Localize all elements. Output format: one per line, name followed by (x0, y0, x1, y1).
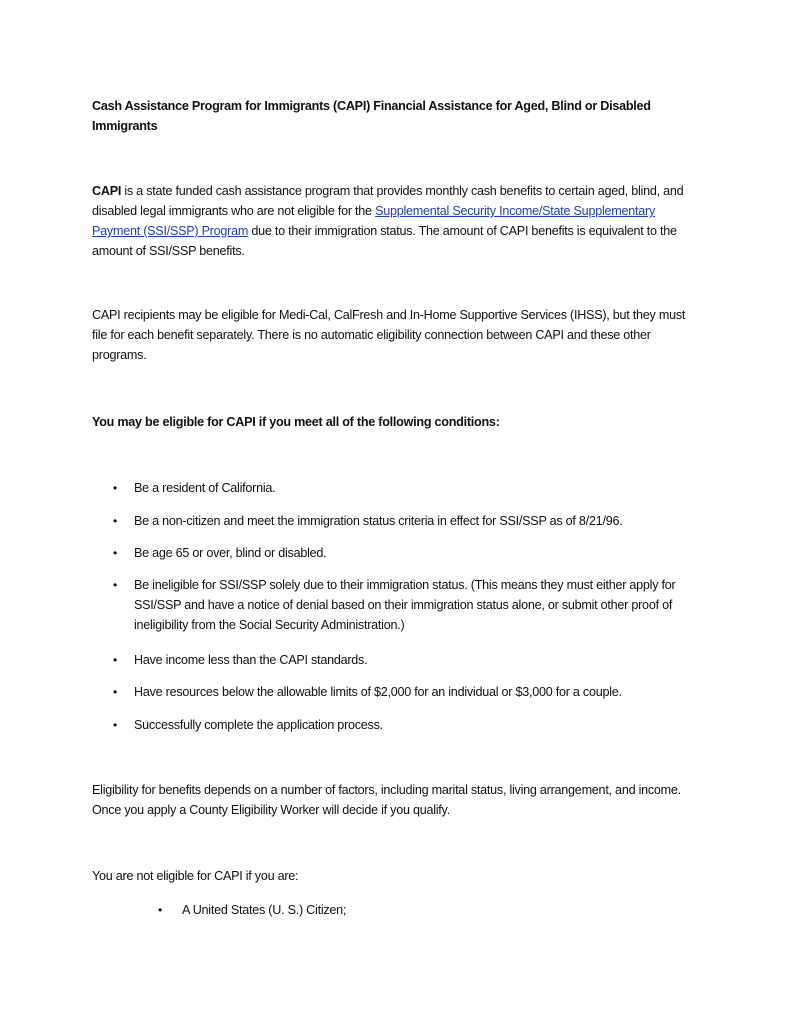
condition-text: Have resources below the allowable limits of $2,000 for an individual or $3,000 for a couple. (134, 685, 622, 699)
intro-text-before-link: is a state funded cash assistance program that provides monthly cash benefits to certain aged, blind, and disabled legal immigrants who are not eligible for the (92, 184, 684, 218)
bullet-icon: • (113, 718, 117, 732)
eligibility-paragraph: Eligibility for benefits depends on a number of factors, including marital status, living arrangement, and income. Once you apply a County Eligibility Worker will decide if you qualify. (92, 783, 681, 817)
bullet-icon: • (158, 903, 162, 917)
bullet-icon: • (113, 578, 117, 592)
ssi-ssp-program-link[interactable]: Supplemental Security Income/State Supplementary Payment (SSI/SSP) Program (92, 204, 655, 238)
intro-text-after-link: due to their immigration status. The amount of CAPI benefits is equivalent to the amount of SSI/SSP benefits. (92, 224, 677, 258)
bullet-icon: • (113, 514, 117, 528)
bullet-icon: • (113, 685, 117, 699)
document-title: Cash Assistance Program for Immigrants (CAPI) Financial Assistance for Aged, Blind or Disabled Immigrants (92, 99, 651, 133)
condition-text: Be a resident of California. (134, 481, 276, 495)
recipients-paragraph: CAPI recipients may be eligible for Medi-Cal, CalFresh and In-Home Supportive Services (IHSS), but they must file for each benefit separately. There is no automatic eligibility connection between CAPI and these other programs. (92, 308, 686, 362)
condition-text: Have income less than the CAPI standards. (134, 653, 368, 667)
intro-lead: CAPI (92, 184, 122, 198)
condition-text: Be ineligible for SSI/SSP solely due to their immigration status. (This means they must either apply for SSI/SSP and have a notice of denial based on their immigration status alone, or submit other proof of ineligibility from the Social Security Administration.) (134, 578, 676, 632)
not-eligible-heading: You are not eligible for CAPI if you are: (92, 869, 299, 883)
condition-text: Be age 65 or over, blind or disabled. (134, 546, 327, 560)
condition-text: Successfully complete the application process. (134, 718, 383, 732)
not-eligible-list (140, 900, 590, 920)
bullet-icon: • (113, 546, 117, 560)
list-item (140, 900, 590, 920)
intro-paragraph (92, 181, 702, 261)
conditions-heading: You may be eligible for CAPI if you meet all of the following conditions: (92, 415, 500, 429)
bullet-icon: • (113, 653, 117, 667)
bullet-icon: • (113, 481, 117, 495)
condition-text: Be a non-citizen and meet the immigration status criteria in effect for SSI/SSP as of 8/21/96. (134, 514, 623, 528)
not-eligible-text: A United States (U. S.) Citizen; (182, 903, 347, 917)
